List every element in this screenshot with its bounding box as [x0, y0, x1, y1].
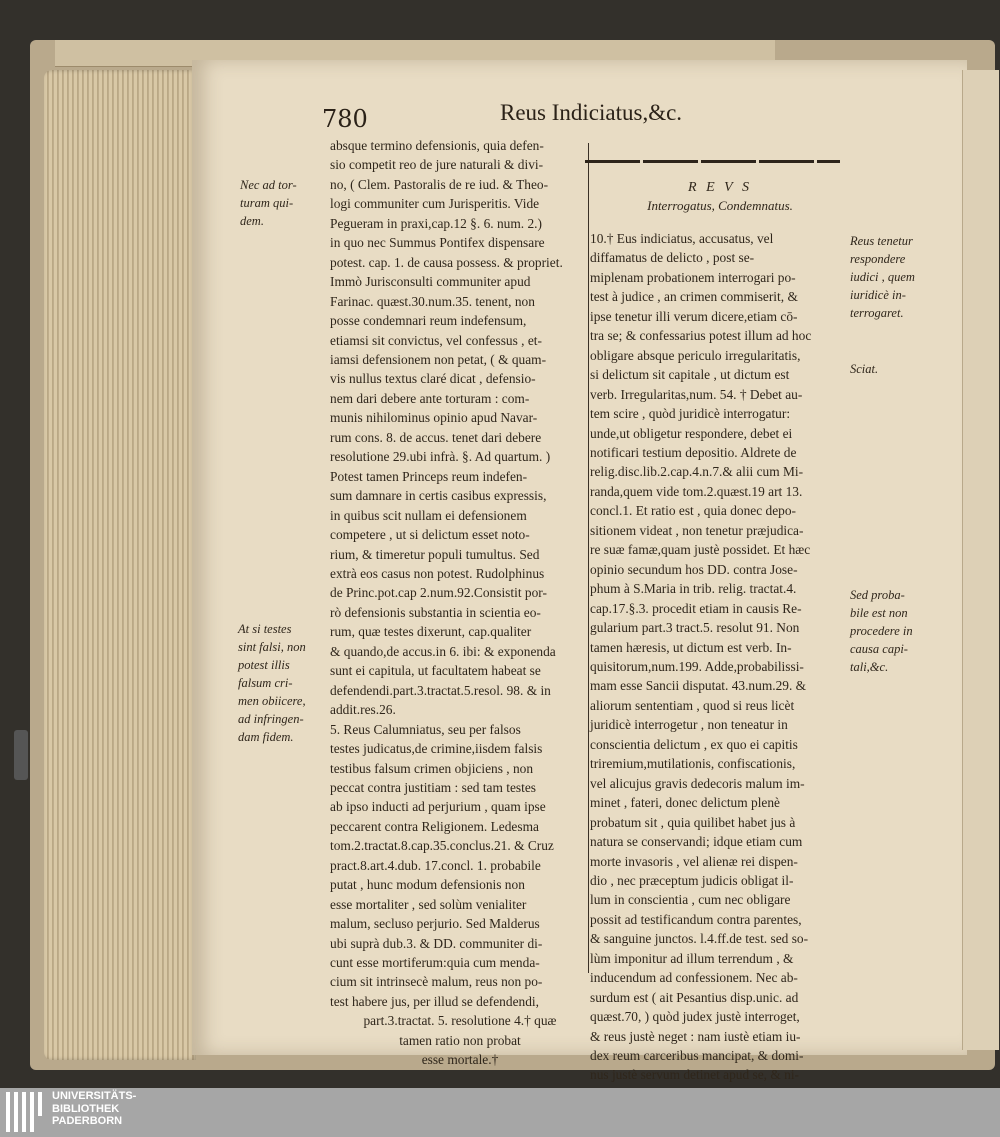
page-stack-edge	[44, 70, 196, 1060]
section-subtitle: Interrogatus, Condemnatus.	[647, 198, 793, 213]
text-line: esse mortaliter , sed solùm venialiter	[330, 896, 527, 912]
text-line: aliorum sententiam , quod si reus licèt	[590, 697, 795, 713]
margin-line: iudici , quem	[850, 270, 915, 284]
margin-line: falsum cri-	[238, 676, 293, 690]
text-line: nus justè servum detinet apud se, & ni-	[590, 1067, 800, 1083]
text-line: tem scire , quòd juridicè interrogatur:	[590, 406, 791, 422]
text-line: ipse tenetur illi verum dicere,etiam cō-	[590, 308, 798, 324]
text-line: unde,ut obligetur respondere, debet ei	[590, 425, 793, 441]
text-line: malum, secluso perjurio. Sed Malderus	[330, 916, 540, 932]
text-line: & reus justè neget : nam iustè etiam iu-	[590, 1028, 801, 1044]
margin-line: procedere in	[850, 624, 913, 638]
book-clasp	[14, 730, 28, 780]
text-line: test à judice , an crimen commiserit, &	[590, 289, 798, 305]
section-rule	[585, 160, 840, 163]
margin-line: tali,&c.	[850, 660, 889, 674]
text-line: testes judicatus,de crimine,iisdem falsis	[330, 741, 543, 757]
text-line: natura se conservandi; idque etiam cum	[590, 834, 803, 850]
text-line: de Princ.pot.cap 2.num.92.Consistit por-	[330, 585, 547, 601]
text-line: quæst.70, ) quòd judex justè interroget,	[590, 1009, 800, 1025]
text-line: cium sit intrinsecè malum, reus non po-	[330, 974, 543, 990]
text-line: dio , nec præceptum judicis obligat il-	[590, 872, 794, 888]
text-line: possit ad testificandum contra parentes,	[590, 911, 802, 927]
margin-note-right-3	[850, 586, 955, 676]
library-name	[52, 1090, 136, 1128]
margin-line: potest illis	[238, 658, 290, 672]
closing-line: tamen ratio non probat	[399, 1032, 521, 1048]
text-line: sunt ei capitula, ut facultatem habeat se	[330, 663, 541, 679]
margin-line: Nec ad tor-	[240, 178, 297, 192]
text-line: obligare absque periculo irregularitatis,	[590, 347, 801, 363]
text-line: Pegueram in praxi,cap.12 §. 6. num. 2.)	[330, 215, 542, 231]
margin-line: causa capi-	[850, 642, 908, 656]
margin-line: ad infringen-	[238, 712, 304, 726]
text-line: gularium part.3 tract.5. resolut 91. Non	[590, 620, 800, 636]
library-name-line: PADERBORN	[52, 1115, 123, 1127]
margin-note-left-1	[240, 176, 325, 230]
text-line: rò defensionis substantia in scientia eo-	[330, 604, 541, 620]
text-line: inducendum ad confessionem. Nec ab-	[590, 970, 798, 986]
text-line: miplenam probationem interrogari po-	[590, 269, 796, 285]
text-line: resolutione 29.ubi infrà. §. Ad quartum. )	[330, 449, 551, 465]
margin-line: turam qui-	[240, 196, 294, 210]
text-line: cap.17.§.3. procedit etiam in causis Re-	[590, 600, 802, 616]
text-line: & quando,de accus.in 6. ibi: & exponenda	[330, 643, 556, 659]
text-line: absque termino defensionis, quia defen-	[330, 138, 544, 153]
library-name-line: UNIVERSITÄTS-	[52, 1090, 137, 1102]
text-line: putat , hunc modum defensionis non	[330, 877, 525, 893]
text-line: minet , fateri, donec delictum plenè	[590, 795, 780, 811]
next-page-edge	[962, 70, 999, 1050]
text-line: quisitorum,num.199. Adde,probabilissi-	[590, 658, 804, 674]
text-line: phum à S.Maria in trib. relig. tractat.4.	[590, 581, 797, 597]
text-line: tra se; & confessarius potest illum ad hoc	[590, 328, 812, 344]
text-line: Immò Jurisconsulti communiter apud	[330, 274, 531, 290]
text-line: juridicè interrogetur , non teneatur in	[590, 717, 788, 733]
text-line: test habere jus, per illud se defendendi,	[330, 993, 539, 1009]
library-logo-icon	[6, 1092, 46, 1132]
text-line: 10.† Eus indiciatus, accusatus, vel	[590, 231, 774, 246]
margin-line: Sed proba-	[850, 588, 905, 602]
right-column-text	[590, 229, 848, 1124]
text-line: competere , ut si delictum esset noto-	[330, 527, 530, 543]
text-line: posse condemnari reum indefensum,	[330, 313, 527, 329]
text-line: surdum est ( ait Pesantius disp.unic. ad	[590, 989, 799, 1005]
text-line: addit.res.26.	[330, 702, 396, 718]
text-line: Farinac. quæst.30.num.35. tenent, non	[330, 293, 535, 309]
closing-line: part.3.tractat. 5. resolutione 4.† quæ	[363, 1013, 557, 1029]
text-line: concl.1. Et ratio est , quia donec depo-	[590, 503, 796, 519]
margin-line: bile est non	[850, 606, 908, 620]
running-head: Reus Indiciatus,&c.	[500, 100, 683, 125]
text-line: ab ipso inducti ad perjurium , quam ipse	[330, 799, 546, 815]
text-line: rium, & timeretur populi tumultus. Sed	[330, 546, 540, 562]
margin-line: dem.	[240, 214, 264, 228]
text-line: conscientia delictum , ex quo ei capitis	[590, 736, 798, 752]
text-line: 5. Reus Calumniatus, seu per falsos	[330, 721, 521, 737]
text-line: in quibus scit nullam ei defensionem	[330, 507, 527, 523]
margin-line: iuridicè in-	[850, 288, 906, 302]
text-line: lum in conscientia , cum nec obligare	[590, 892, 791, 908]
text-line: vis nullus textus claré dicat , defensio-	[330, 371, 536, 387]
text-line: triremium,mutilationis, confiscationis,	[590, 756, 796, 772]
text-line: tamen hæresis, ut dictum est verb. In-	[590, 639, 792, 655]
text-line: peccat contra justitiam : sed tam testes	[330, 779, 536, 795]
page-number: 780	[322, 105, 368, 133]
text-line: etiamsi sit convictus, vel confessus , et-	[330, 332, 542, 348]
text-line: cunt esse mortiferum:quia cum menda-	[330, 955, 540, 971]
margin-note-right-2	[850, 360, 955, 378]
closing-line: esse mortale.†	[421, 1052, 499, 1068]
text-line: dex reum carceribus mancipat, & domi-	[590, 1048, 804, 1064]
left-column-text	[330, 136, 590, 1011]
text-line: defendendi.part.3.tractat.5.resol. 98. & in	[330, 682, 551, 698]
section-title: R E V S	[688, 180, 752, 195]
text-line: mam esse Sancii disputat. 43.num.29. &	[590, 678, 807, 694]
margin-line: respondere	[850, 252, 906, 266]
text-line: diffamatus de delicto , post se-	[590, 250, 755, 266]
text-line: re suæ famæ,quam justè possidet. Et hæc	[590, 542, 811, 558]
text-line: verb. Irregularitas,num. 54. † Debet au-	[590, 386, 803, 402]
text-line: potest. cap. 1. de causa possess. & propriet.	[330, 254, 563, 270]
margin-note-right-1	[850, 232, 955, 322]
text-line: Potest tamen Princeps reum indefen-	[330, 468, 528, 484]
text-line: iamsi defensionem non petat, ( & quam-	[330, 351, 547, 367]
text-line: munis nihilominus opinio apud Navar-	[330, 410, 538, 426]
margin-line: Sciat.	[850, 362, 879, 376]
margin-line: Reus tenetur	[850, 234, 913, 248]
text-line: lùm imponitur ad illum terrendum , &	[590, 950, 794, 966]
text-line: rum cons. 8. de accus. tenet dari debere	[330, 429, 542, 445]
left-column-closing	[330, 1011, 590, 1069]
text-line: morte invasoris , vel alienæ rei dispen-	[590, 853, 798, 869]
margin-line: terrogaret.	[850, 306, 904, 320]
text-line: testibus falsum crimen objiciens , non	[330, 760, 534, 776]
text-line: & sanguine junctos. l.4.ff.de test. sed so-	[590, 931, 809, 947]
margin-note-left-2	[238, 620, 330, 746]
text-line: tom.2.tractat.8.cap.35.conclus.21. & Cruz	[330, 838, 554, 854]
text-line: sum damnare in certis casibus expressis,	[330, 488, 547, 504]
text-line: probatum sit , quia quilibet habet jus à	[590, 814, 796, 830]
text-line: sitionem videat , non tenetur præjudica-	[590, 522, 804, 538]
text-line: si delictum sit capitale , ut dictum est	[590, 367, 790, 383]
text-line: relig.disc.lib.2.cap.4.n.7.& alii cum Mi-	[590, 464, 804, 480]
text-line: rum, quæ testes dixerunt, cap.qualiter	[330, 624, 532, 640]
text-line: sio competit reo de jure naturali & divi-	[330, 157, 544, 173]
margin-line: dam fidem.	[238, 730, 294, 744]
text-line: nem dari debere ante torturam : com-	[330, 390, 530, 406]
text-line: no, ( Clem. Pastoralis de re iud. & Theo-	[330, 176, 549, 192]
margin-line: sint falsi, non	[238, 640, 306, 654]
library-footer	[0, 1088, 1000, 1137]
text-line: pract.8.art.4.dub. 17.concl. 1. probabile	[330, 857, 541, 873]
library-name-line: BIBLIOTHEK	[52, 1102, 120, 1115]
text-line: peccarent contra Religionem. Ledesma	[330, 818, 539, 834]
text-line: extrà eos casus non potest. Rudolphinus	[330, 565, 545, 581]
text-line: ubi suprà dub.3. & DD. communiter di-	[330, 935, 543, 951]
text-line: logi communiter cum Jurisperitis. Vide	[330, 196, 540, 212]
text-line: vel alicujus gravis dedecoris malum im-	[590, 775, 805, 791]
margin-line: At si testes	[238, 622, 292, 636]
text-line: opinio secundum hos DD. contra Jose-	[590, 561, 798, 577]
text-line: in quo nec Summus Pontifex dispensare	[330, 235, 545, 251]
text-line: randa,quem vide tom.2.quæst.19 art 13.	[590, 483, 803, 499]
margin-line: men obiicere,	[238, 694, 306, 708]
text-line: notificari testium depositio. Aldrete de	[590, 444, 797, 460]
